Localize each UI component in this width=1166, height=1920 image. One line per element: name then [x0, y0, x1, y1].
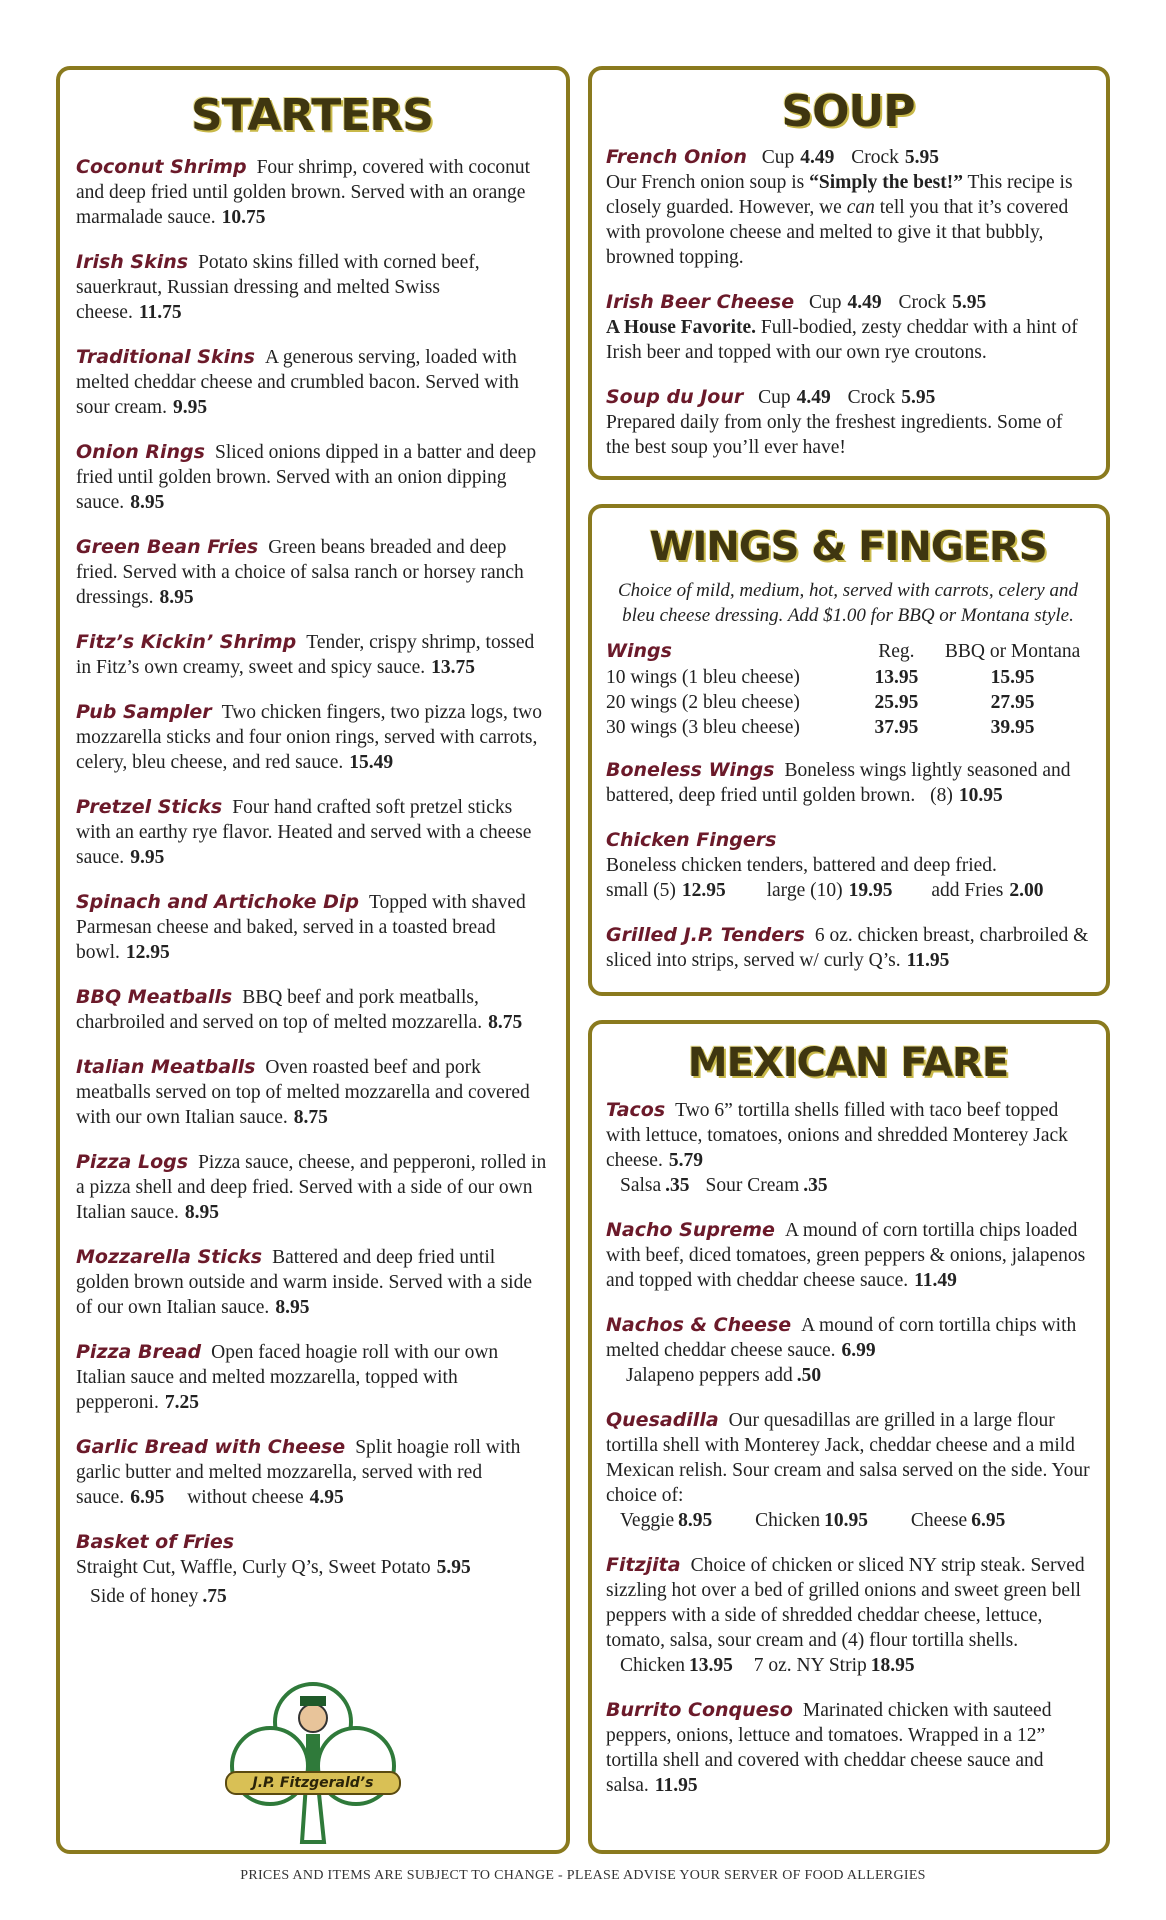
menu-item: Italian Meatballs Oven roasted beef and pork meatballs served on top of melted mozzarella and covered with our own Italian sauce. 8.75 — [76, 1056, 530, 1128]
restaurant-logo — [218, 1674, 408, 1844]
menu-item: Pizza Bread Open faced hoagie roll with our own Italian sauce and melted mozzarella, topped with pepperoni. 7.25 — [76, 1341, 499, 1413]
menu-item-fitzjita: Fitzjita Choice of chicken or sliced NY strip steak. Served sizzling hot over a bed of grilled onions and sweet green bell peppers with a side of shredded cheddar cheese, lettuce, tomato, salsa, sour cream and (4) flour tortilla shells. Chicken 13.95 7 oz. NY Strip 18.95 — [606, 1554, 1085, 1676]
wings-title: WINGS & FINGERS — [649, 524, 1047, 570]
menu-item-nacho-supreme: Nacho Supreme A mound of corn tortilla chips loaded with beef, diced tomatoes, green peppers & onions, jalapenos and topped with cheddar cheese sauce. 11.49 — [606, 1219, 1086, 1291]
wings-row: 10 wings (1 bleu cheese) 13.95 15.95 — [606, 667, 1035, 688]
menu-item: Pizza Logs Pizza sauce, cheese, and pepperoni, rolled in a pizza shell and deep fried. Served with a side of our own Italian sauce. 8.95 — [76, 1151, 547, 1223]
soup-title: SOUP — [781, 86, 915, 137]
soup-panel — [588, 66, 1110, 480]
menu-item: BBQ Meatballs BBQ beef and pork meatballs, charbroiled and served on top of melted mozzarella. 8.75 — [76, 986, 523, 1033]
menu-item: Fitz’s Kickin’ Shrimp Tender, crispy shrimp, tossed in Fitz’s own creamy, sweet and spicy sauce. 13.75 — [76, 631, 535, 678]
menu-item: Traditional Skins A generous serving, loaded with melted cheddar cheese and crumbled bacon. Served with sour cream. 9.95 — [76, 346, 519, 418]
menu-item-quesadilla: Quesadilla Our quesadillas are grilled in a large flour tortilla shell with Monterey Jack, cheddar cheese and a mild Mexican relish. Sour cream and salsa served on the side. Your choice of: Veggie 8.95 Chicken 10.95 Cheese 6.95 — [606, 1409, 1090, 1531]
wings-header-row: Wings Reg. BBQ or Montana — [606, 640, 1081, 662]
wings-note: Choice of mild, medium, hot, served with carrots, celery and bleu cheese dressing. Add $1.00 for BBQ or Montana style. — [618, 580, 1078, 626]
starters-panel — [56, 66, 570, 1854]
menu-item: Pub Sampler Two chicken fingers, two pizza logs, two mozzarella sticks and four onion rings, served with carrots, celery, bleu cheese, and red sauce. 15.49 — [76, 701, 542, 773]
menu-item: Mozzarella Sticks Battered and deep fried until golden brown outside and warm inside. Served with a side of our own Italian sauce. 8.95 — [76, 1246, 532, 1318]
menu-item: Irish Skins Potato skins filled with corned beef, sauerkraut, Russian dressing and melted Swiss cheese. 11.75 — [76, 251, 480, 323]
menu-item: Green Bean Fries Green beans breaded and deep fried. Served with a choice of salsa ranch or horsey ranch dressings. 8.95 — [76, 536, 524, 608]
menu-item: Pretzel Sticks Four hand crafted soft pretzel sticks with an earthy rye flavor. Heated and served with a cheese sauce. 9.95 — [76, 796, 532, 868]
wings-row: 20 wings (2 bleu cheese) 25.95 27.95 — [606, 692, 1035, 713]
menu-item-tacos: Tacos Two 6” tortilla shells filled with taco beef topped with lettuce, tomatoes, onions and shredded Monterey Jack cheese. 5.79 Salsa .35 Sour Cream .35 — [606, 1099, 1068, 1196]
menu-item: Onion Rings Sliced onions dipped in a batter and deep fried until golden brown. Served with an onion dipping sauce. 8.95 — [76, 441, 537, 513]
menu-item-nachos-cheese: Nachos & Cheese A mound of corn tortilla chips with melted cheddar cheese sauce. 6.99 Jalapeno peppers add .50 — [606, 1314, 1077, 1386]
menu-item-chicken-fingers: Chicken Fingers Boneless chicken tenders, battered and deep fried. small (5) 12.95 large (10) 19.95 add Fries 2.00 — [606, 829, 1044, 901]
menu-item: Spinach and Artichoke Dip Topped with shaved Parmesan cheese and baked, served in a toasted bread bowl. 12.95 — [76, 891, 526, 963]
wings-row: 30 wings (3 bleu cheese) 37.95 39.95 — [606, 717, 1035, 738]
menu-item-irish-beer-cheese: Irish Beer Cheese Cup 4.49 Crock 5.95 A House Favorite. Full-bodied, zesty cheddar with a hint of Irish beer and topped with our own rye croutons. — [606, 291, 1078, 363]
starters-title: STARTERS — [191, 90, 433, 141]
menu-item-basket-of-fries: Basket of Fries Straight Cut, Waffle, Curly Q’s, Sweet Potato 5.95 Side of honey .75 — [76, 1531, 471, 1607]
starters-list — [76, 155, 548, 1415]
menu-item: Coconut Shrimp Four shrimp, covered with coconut and deep fried until golden brown. Served with an orange marmalade sauce. 10.75 — [76, 156, 531, 228]
menu-item-garlic-bread: Garlic Bread with Cheese Split hoagie roll with garlic butter and melted mozzarella, served with red sauce. 6.95 without cheese 4.95 — [76, 1436, 521, 1508]
shamrock-icon — [218, 1674, 408, 1844]
menu-item-soup-du-jour: Soup du Jour Cup 4.49 Crock 5.95 Prepared daily from only the freshest ingredients. Some of the best soup you’ll ever have! — [606, 386, 1063, 458]
menu-item-boneless-wings: Boneless Wings Boneless wings lightly seasoned and battered, deep fried until golden brown. (8) 10.95 — [606, 759, 1071, 806]
menu-item-french-onion: French Onion Cup 4.49 Crock 5.95 Our French onion soup is “Simply the best!” This recipe is closely guarded. However, we can tell you that it’s covered with provolone cheese and melted to give it that bubbly, browned topping. — [606, 146, 1073, 268]
mexican-panel — [588, 1020, 1110, 1854]
footer-disclaimer: PRICES AND ITEMS ARE SUBJECT TO CHANGE - PLEASE ADVISE YOUR SERVER OF FOOD ALLERGIES — [240, 1868, 926, 1883]
logo-text: J.P. Fitzgerald’s — [252, 1775, 374, 1791]
wings-panel — [588, 504, 1110, 996]
mexican-title: MEXICAN FARE — [687, 1040, 1009, 1086]
wings-table — [606, 638, 1090, 740]
menu-item-grilled-tenders: Grilled J.P. Tenders 6 oz. chicken breast, charbroiled & sliced into strips, served w/ curly Q’s. 11.95 — [606, 924, 1089, 971]
menu-item-burrito-conqueso: Burrito Conqueso Marinated chicken with sauteed peppers, onions, lettuce and tomatoes. Wrapped in a 12” tortilla shell and covered with cheddar cheese sauce and salsa. 11.95 — [606, 1699, 1052, 1796]
